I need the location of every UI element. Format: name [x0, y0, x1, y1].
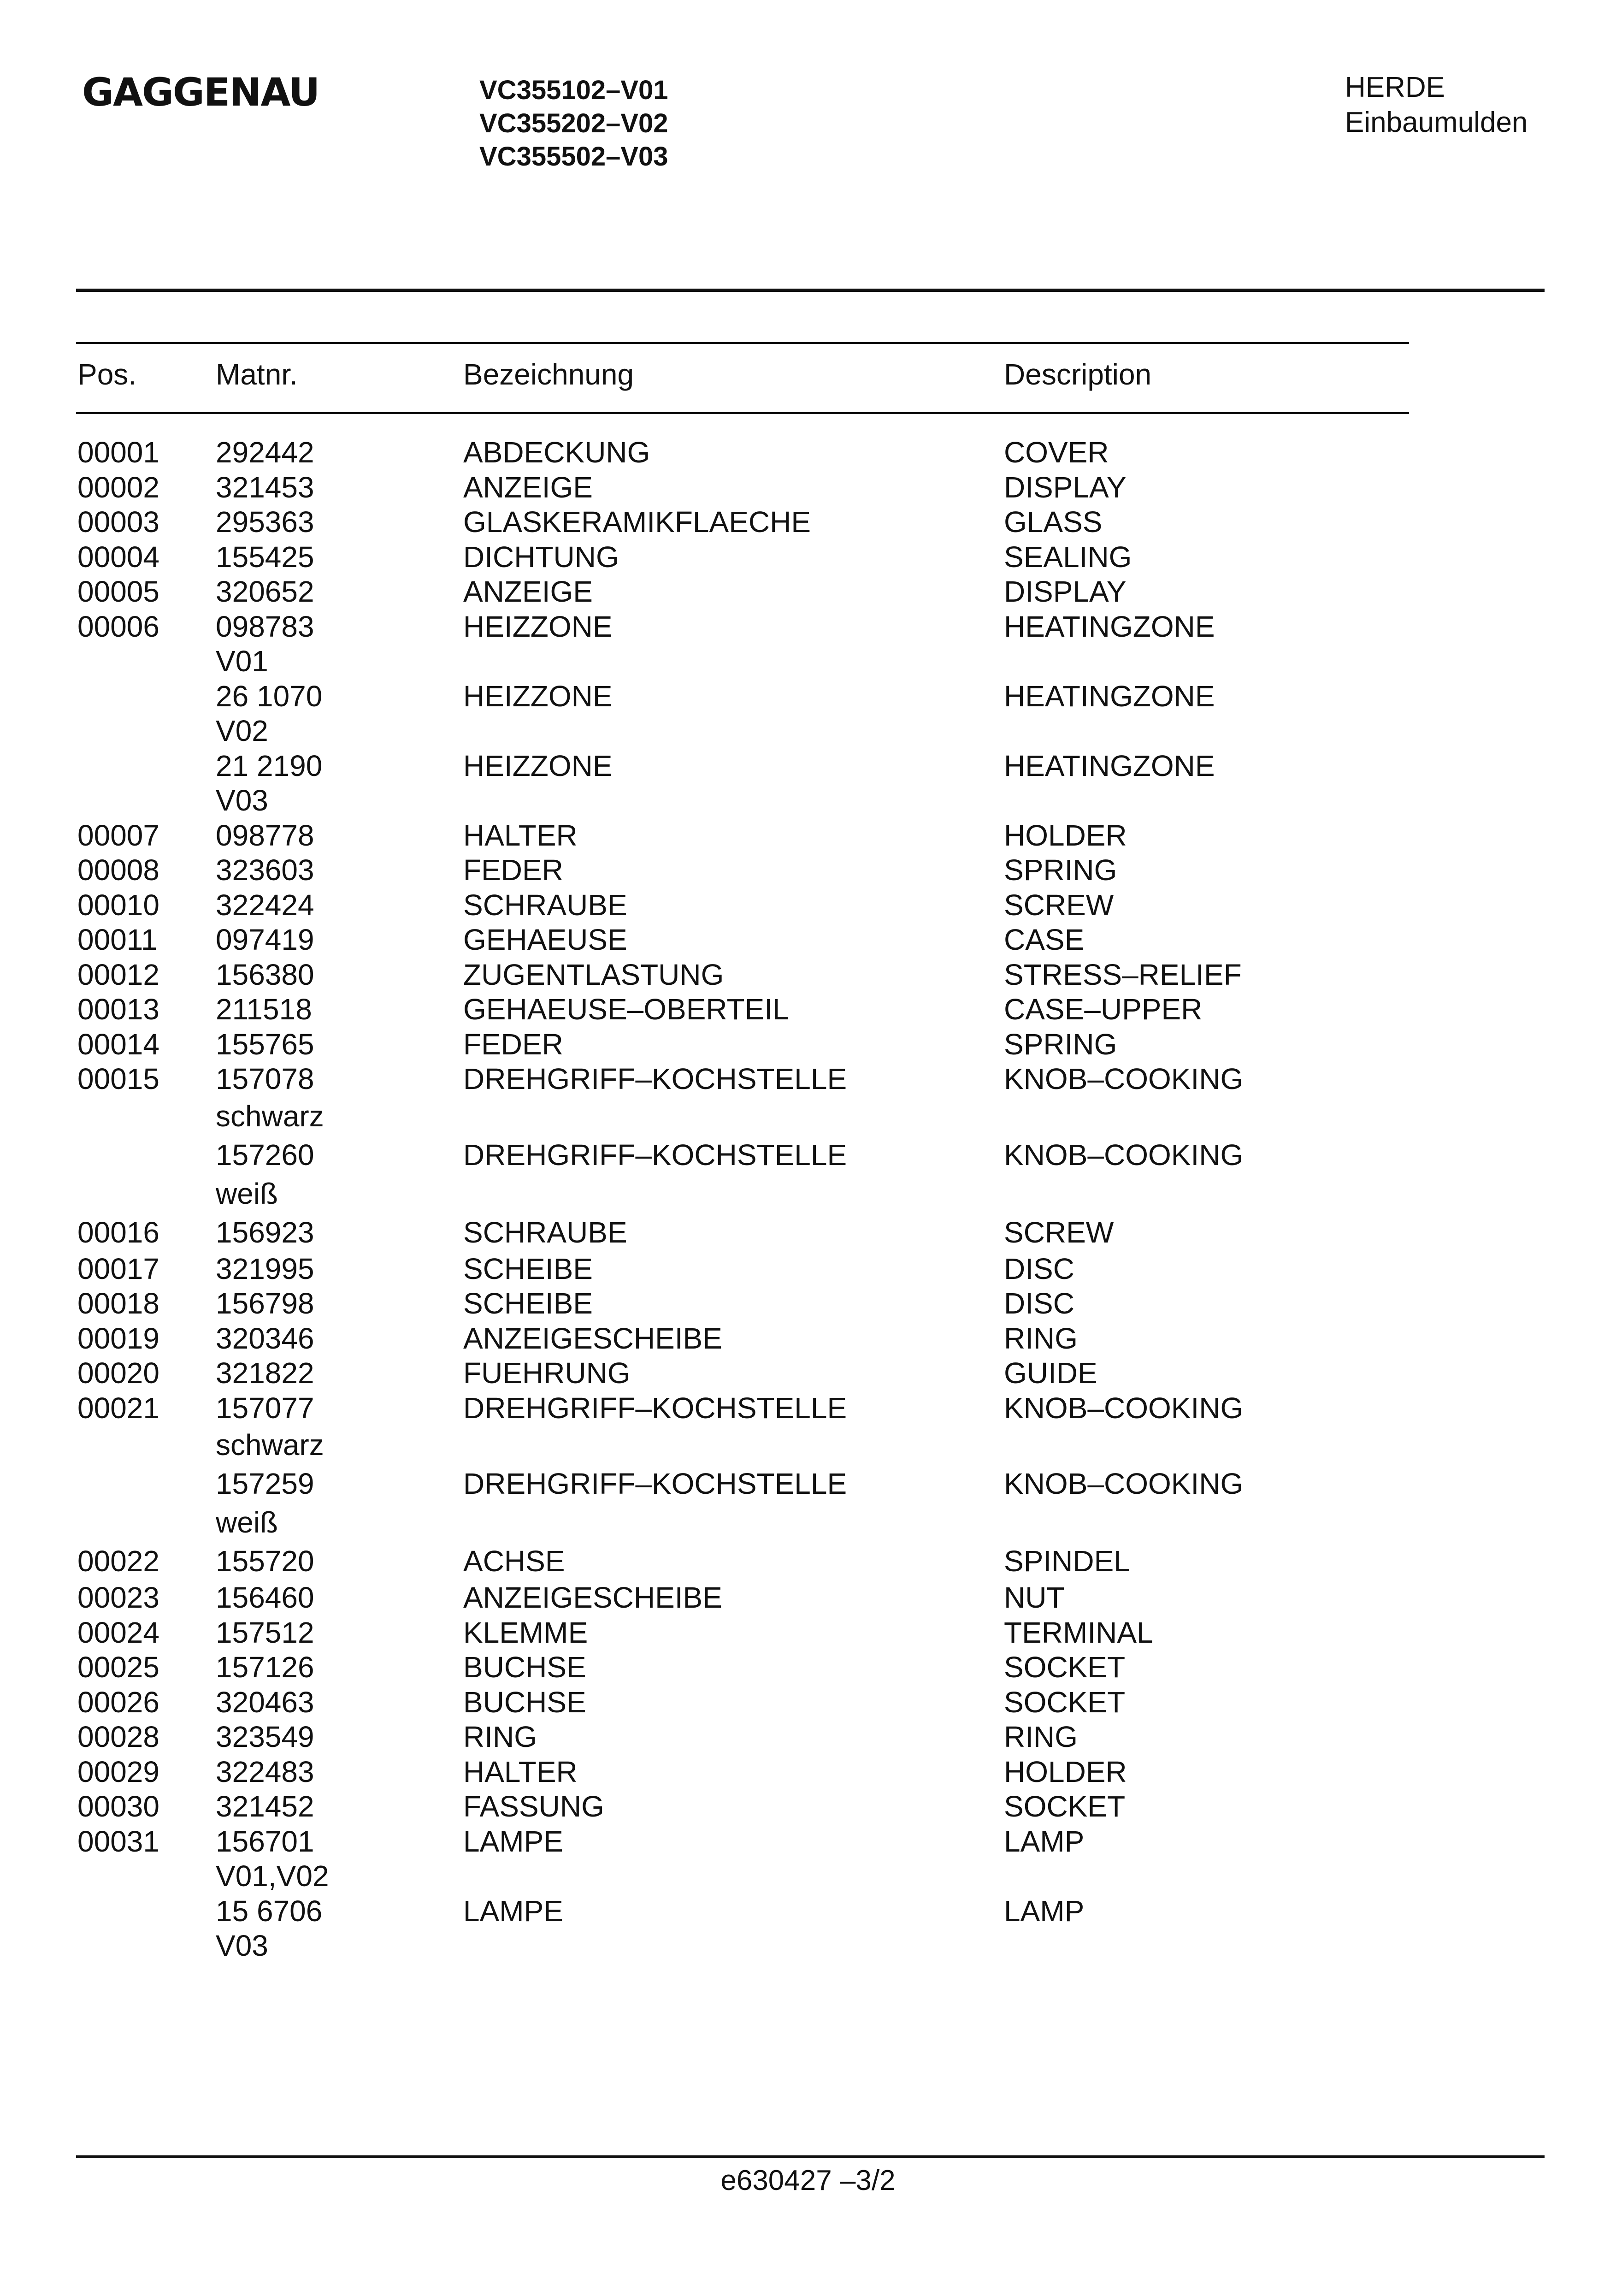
table-row [0, 1503, 1616, 1542]
header-divider [76, 289, 1545, 292]
cell-description: KNOB–COOKING [1004, 1467, 1244, 1500]
table-row [0, 714, 1616, 749]
cell-description: SOCKET [1004, 1790, 1126, 1823]
cell-pos: 00005 [77, 575, 159, 608]
cell-bezeichnung: GLASKERAMIKFLAECHE [463, 505, 811, 538]
cell-description: KNOB–COOKING [1004, 1062, 1244, 1095]
cell-pos: 00002 [77, 470, 159, 504]
table-row [0, 505, 1616, 540]
cell-matnr: 155425 [216, 540, 314, 574]
model-number: VC355102–V01 [479, 75, 668, 105]
cell-matnr: 156380 [216, 958, 314, 991]
table-header-top-rule [76, 342, 1409, 344]
cell-matnr: 097419 [216, 923, 314, 956]
cell-matnr: 321995 [216, 1252, 314, 1285]
table-row [0, 1356, 1616, 1391]
table-row [0, 679, 1616, 714]
table-row [0, 1426, 1616, 1464]
cell-bezeichnung: HEIZZONE [463, 610, 613, 643]
table-row [0, 783, 1616, 818]
column-header-description: Description [1004, 358, 1152, 391]
cell-matnr: weiß [216, 1177, 278, 1210]
cell-description: CASE–UPPER [1004, 993, 1203, 1026]
cell-pos: 00018 [77, 1287, 159, 1320]
cell-pos: 00013 [77, 993, 159, 1026]
cell-pos: 00003 [77, 505, 159, 538]
cell-matnr: 320652 [216, 575, 314, 608]
cell-matnr: 157126 [216, 1651, 314, 1684]
cell-matnr: 321822 [216, 1356, 314, 1390]
cell-pos: 00012 [77, 958, 159, 991]
cell-bezeichnung: DREHGRIFF–KOCHSTELLE [463, 1062, 847, 1095]
cell-matnr: 295363 [216, 505, 314, 538]
cell-description: CASE [1004, 923, 1085, 956]
cell-matnr: weiß [216, 1506, 278, 1539]
cell-matnr: 322424 [216, 888, 314, 922]
cell-bezeichnung: ANZEIGE [463, 575, 593, 608]
table-row [0, 1755, 1616, 1790]
table-row [0, 1097, 1616, 1136]
cell-matnr: 157512 [216, 1615, 314, 1649]
cell-bezeichnung: DREHGRIFF–KOCHSTELLE [463, 1467, 847, 1500]
table-row [0, 574, 1616, 610]
cell-matnr: V01 [216, 645, 268, 678]
cell-matnr: 155765 [216, 1027, 314, 1061]
table-row [0, 1062, 1616, 1097]
cell-pos: 00030 [77, 1790, 159, 1823]
cell-pos: 00024 [77, 1615, 159, 1649]
cell-matnr: 323603 [216, 853, 314, 887]
table-row [0, 1650, 1616, 1685]
brand-logo: GAGGENAU [82, 70, 319, 115]
cell-bezeichnung: ANZEIGESCHEIBE [463, 1321, 722, 1355]
cell-bezeichnung: HALTER [463, 1755, 578, 1788]
cell-description: DISPLAY [1004, 470, 1126, 504]
table-row [0, 470, 1616, 505]
cell-bezeichnung: SCHRAUBE [463, 1215, 627, 1249]
cell-description: RING [1004, 1321, 1078, 1355]
table-row [0, 1213, 1616, 1252]
cell-matnr: V03 [216, 1929, 268, 1962]
cell-bezeichnung: LAMPE [463, 1894, 563, 1928]
cell-description: NUT [1004, 1581, 1065, 1614]
cell-description: DISC [1004, 1252, 1074, 1285]
table-row [0, 1252, 1616, 1287]
category-main: HERDE [1345, 71, 1445, 103]
cell-bezeichnung: ACHSE [463, 1544, 565, 1578]
cell-bezeichnung: FEDER [463, 853, 563, 887]
table-row [0, 1894, 1616, 1929]
column-header-bezeichnung: Bezeichnung [463, 358, 634, 391]
model-number: VC355502–V03 [479, 142, 668, 172]
cell-bezeichnung: FUEHRUNG [463, 1356, 631, 1390]
table-row [0, 853, 1616, 888]
cell-description: SCREW [1004, 888, 1114, 922]
cell-bezeichnung: ANZEIGESCHEIBE [463, 1581, 722, 1614]
parts-table [0, 435, 1616, 1964]
cell-matnr: 157260 [216, 1138, 314, 1172]
cell-description: HEATINGZONE [1004, 749, 1215, 782]
cell-pos: 00008 [77, 853, 159, 887]
cell-pos: 00031 [77, 1824, 159, 1858]
cell-bezeichnung: SCHEIBE [463, 1252, 593, 1285]
column-header-pos: Pos. [77, 358, 137, 391]
cell-matnr: 26 1070 [216, 679, 323, 713]
table-row [0, 818, 1616, 853]
cell-description: SPRING [1004, 853, 1117, 887]
cell-description: STRESS–RELIEF [1004, 958, 1242, 991]
cell-matnr: 157259 [216, 1467, 314, 1500]
cell-bezeichnung: ABDECKUNG [463, 436, 650, 469]
cell-bezeichnung: HALTER [463, 818, 578, 852]
table-row [0, 1464, 1616, 1503]
table-row [0, 1929, 1616, 1964]
cell-pos: 00007 [77, 818, 159, 852]
table-row [0, 644, 1616, 679]
cell-pos: 00010 [77, 888, 159, 922]
cell-matnr: 322483 [216, 1755, 314, 1788]
cell-matnr: 321453 [216, 470, 314, 504]
model-list [479, 74, 668, 173]
cell-matnr: 156460 [216, 1581, 314, 1614]
cell-pos: 00001 [77, 436, 159, 469]
cell-bezeichnung: HEIZZONE [463, 749, 613, 782]
column-header-matnr: Matnr. [216, 358, 298, 391]
table-row [0, 1789, 1616, 1824]
cell-description: SPRING [1004, 1027, 1117, 1061]
cell-matnr: 15 6706 [216, 1894, 323, 1928]
cell-pos: 00022 [77, 1544, 159, 1578]
table-row [0, 1542, 1616, 1580]
cell-description: GUIDE [1004, 1356, 1097, 1390]
table-row [0, 540, 1616, 575]
cell-matnr: 156798 [216, 1287, 314, 1320]
cell-matnr: 320463 [216, 1685, 314, 1719]
table-row [0, 992, 1616, 1027]
cell-matnr: 321452 [216, 1790, 314, 1823]
model-number: VC355202–V02 [479, 108, 668, 138]
cell-matnr: V02 [216, 714, 268, 747]
cell-bezeichnung: FASSUNG [463, 1790, 604, 1823]
table-row [0, 435, 1616, 470]
cell-pos: 00020 [77, 1356, 159, 1390]
cell-bezeichnung: RING [463, 1720, 537, 1753]
cell-description: KNOB–COOKING [1004, 1138, 1244, 1172]
cell-bezeichnung: DREHGRIFF–KOCHSTELLE [463, 1138, 847, 1172]
cell-bezeichnung: SCHRAUBE [463, 888, 627, 922]
cell-matnr: 292442 [216, 436, 314, 469]
cell-bezeichnung: LAMPE [463, 1824, 563, 1858]
table-row [0, 1580, 1616, 1615]
category-sub: Einbaumulden [1345, 107, 1528, 138]
cell-description: DISPLAY [1004, 575, 1126, 608]
cell-bezeichnung: HEIZZONE [463, 679, 613, 713]
footer-divider [76, 2155, 1545, 2158]
cell-matnr: 098778 [216, 818, 314, 852]
cell-matnr: V01,V02 [216, 1859, 329, 1893]
cell-pos: 00023 [77, 1581, 159, 1614]
cell-description: HEATINGZONE [1004, 679, 1215, 713]
cell-description: DISC [1004, 1287, 1074, 1320]
cell-pos: 00025 [77, 1651, 159, 1684]
cell-matnr: schwarz [216, 1428, 324, 1462]
cell-matnr: 21 2190 [216, 749, 323, 782]
cell-pos: 00017 [77, 1252, 159, 1285]
cell-pos: 00014 [77, 1027, 159, 1061]
table-row [0, 1720, 1616, 1755]
cell-bezeichnung: FEDER [463, 1027, 563, 1061]
cell-description: HEATINGZONE [1004, 610, 1215, 643]
cell-bezeichnung: GEHAEUSE–OBERTEIL [463, 993, 789, 1026]
cell-pos: 00006 [77, 610, 159, 643]
table-row [0, 1174, 1616, 1213]
cell-matnr: 156923 [216, 1215, 314, 1249]
cell-description: KNOB–COOKING [1004, 1391, 1244, 1425]
cell-bezeichnung: DICHTUNG [463, 540, 619, 574]
cell-matnr: 155720 [216, 1544, 314, 1578]
cell-description: HOLDER [1004, 818, 1127, 852]
cell-description: SCREW [1004, 1215, 1114, 1249]
cell-description: SPINDEL [1004, 1544, 1130, 1578]
cell-description: SOCKET [1004, 1651, 1126, 1684]
cell-description: SEALING [1004, 540, 1132, 574]
table-row [0, 1615, 1616, 1651]
table-header-bottom-rule [76, 412, 1409, 414]
cell-pos: 00029 [77, 1755, 159, 1788]
cell-bezeichnung: GEHAEUSE [463, 923, 627, 956]
table-row [0, 1685, 1616, 1720]
cell-bezeichnung: KLEMME [463, 1615, 588, 1649]
cell-description: LAMP [1004, 1894, 1085, 1928]
cell-matnr: 323549 [216, 1720, 314, 1753]
document-id: e630427 –3/2 [720, 2165, 896, 2196]
cell-matnr: schwarz [216, 1099, 324, 1133]
cell-description: LAMP [1004, 1824, 1085, 1858]
cell-pos: 00028 [77, 1720, 159, 1753]
cell-matnr: 156701 [216, 1824, 314, 1858]
cell-pos: 00015 [77, 1062, 159, 1095]
table-row [0, 1027, 1616, 1062]
product-category [1345, 70, 1528, 140]
cell-description: COVER [1004, 436, 1109, 469]
cell-pos: 00011 [77, 923, 158, 956]
table-row [0, 923, 1616, 958]
cell-description: SOCKET [1004, 1685, 1126, 1719]
cell-bezeichnung: SCHEIBE [463, 1287, 593, 1320]
cell-pos: 00021 [77, 1391, 159, 1425]
table-row [0, 749, 1616, 784]
cell-bezeichnung: ZUGENTLASTUNG [463, 958, 724, 991]
cell-pos: 00016 [77, 1215, 159, 1249]
table-header [0, 356, 1616, 393]
table-row [0, 888, 1616, 923]
cell-bezeichnung: ANZEIGE [463, 470, 593, 504]
cell-pos: 00026 [77, 1685, 159, 1719]
table-row [0, 1136, 1616, 1174]
cell-matnr: V03 [216, 784, 268, 817]
cell-matnr: 098783 [216, 610, 314, 643]
cell-description: TERMINAL [1004, 1615, 1153, 1649]
table-row [0, 1286, 1616, 1321]
cell-bezeichnung: BUCHSE [463, 1651, 586, 1684]
cell-matnr: 211518 [216, 993, 312, 1026]
table-row [0, 610, 1616, 645]
cell-description: RING [1004, 1720, 1078, 1753]
cell-pos: 00019 [77, 1321, 159, 1355]
cell-matnr: 157077 [216, 1391, 314, 1425]
cell-matnr: 157078 [216, 1062, 314, 1095]
cell-matnr: 320346 [216, 1321, 314, 1355]
cell-bezeichnung: DREHGRIFF–KOCHSTELLE [463, 1391, 847, 1425]
cell-description: GLASS [1004, 505, 1103, 538]
cell-bezeichnung: BUCHSE [463, 1685, 586, 1719]
table-row [0, 1391, 1616, 1426]
table-row [0, 1859, 1616, 1894]
table-row [0, 1824, 1616, 1859]
cell-pos: 00004 [77, 540, 159, 574]
table-row [0, 958, 1616, 993]
cell-description: HOLDER [1004, 1755, 1127, 1788]
table-row [0, 1321, 1616, 1356]
